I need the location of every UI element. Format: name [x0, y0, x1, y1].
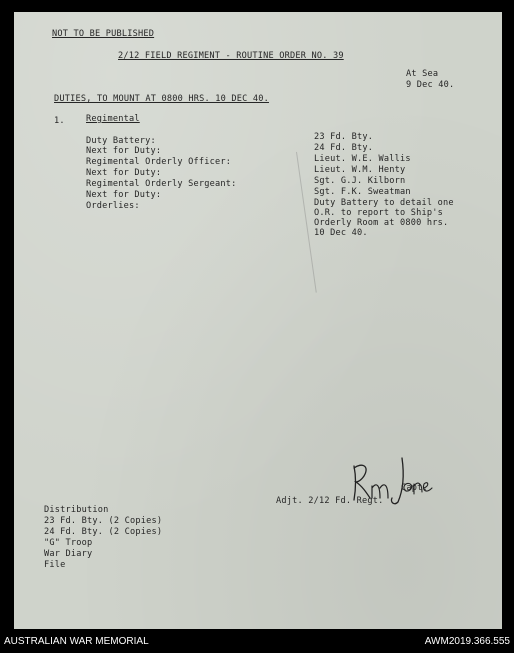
signature-rank: Capt. [401, 483, 428, 493]
duty-role: Next for Duty: [86, 190, 162, 200]
duty-assigned: Sgt. F.K. Sweatman [314, 187, 411, 197]
duty-assigned: Lieut. W.E. Wallis [314, 154, 411, 164]
duty-assigned: Duty Battery to detail one O.R. to report to Ship's Orderly Room at 0800 hrs. 10 Dec 40. [314, 198, 454, 238]
footer-accession-number: AWM2019.366.555 [424, 636, 510, 647]
duty-role: Next for Duty: [86, 168, 162, 178]
footer-credit: AUSTRALIAN WAR MEMORIAL [4, 636, 149, 647]
distribution-title: Distribution [44, 505, 109, 515]
signature-title: Adjt. 2/12 Fd. Regt. [276, 496, 384, 506]
distribution-item: "G" Troop [44, 538, 93, 548]
duties-heading: DUTIES, TO MOUNT AT 0800 HRS. 10 DEC 40. [54, 94, 269, 104]
section-number: 1. [54, 116, 65, 126]
distribution-item: File [44, 560, 66, 570]
duty-role: Regimental Orderly Officer: [86, 157, 232, 167]
duty-role: Regimental Orderly Sergeant: [86, 179, 237, 189]
duty-assigned: 23 Fd. Bty. [314, 132, 374, 142]
distribution-item: War Diary [44, 549, 93, 559]
duty-role: Orderlies: [86, 201, 140, 211]
order-heading: 2/12 FIELD REGIMENT - ROUTINE ORDER NO. 39 [118, 51, 344, 61]
duty-role: Duty Battery: [86, 136, 156, 146]
duty-assigned: Lieut. W.M. Henty [314, 165, 406, 175]
date-line: 9 Dec 40. [406, 80, 455, 90]
location-line: At Sea [406, 69, 439, 79]
duty-role: Next for Duty: [86, 146, 162, 156]
distribution-item: 23 Fd. Bty. (2 Copies) [44, 516, 163, 526]
security-marking: NOT TO BE PUBLISHED [52, 29, 155, 39]
duty-assigned: Sgt. G.J. Kilborn [314, 176, 406, 186]
duty-assigned: 24 Fd. Bty. [314, 143, 374, 153]
document-page [14, 12, 502, 629]
distribution-item: 24 Fd. Bty. (2 Copies) [44, 527, 163, 537]
section-title: Regimental [86, 114, 140, 124]
